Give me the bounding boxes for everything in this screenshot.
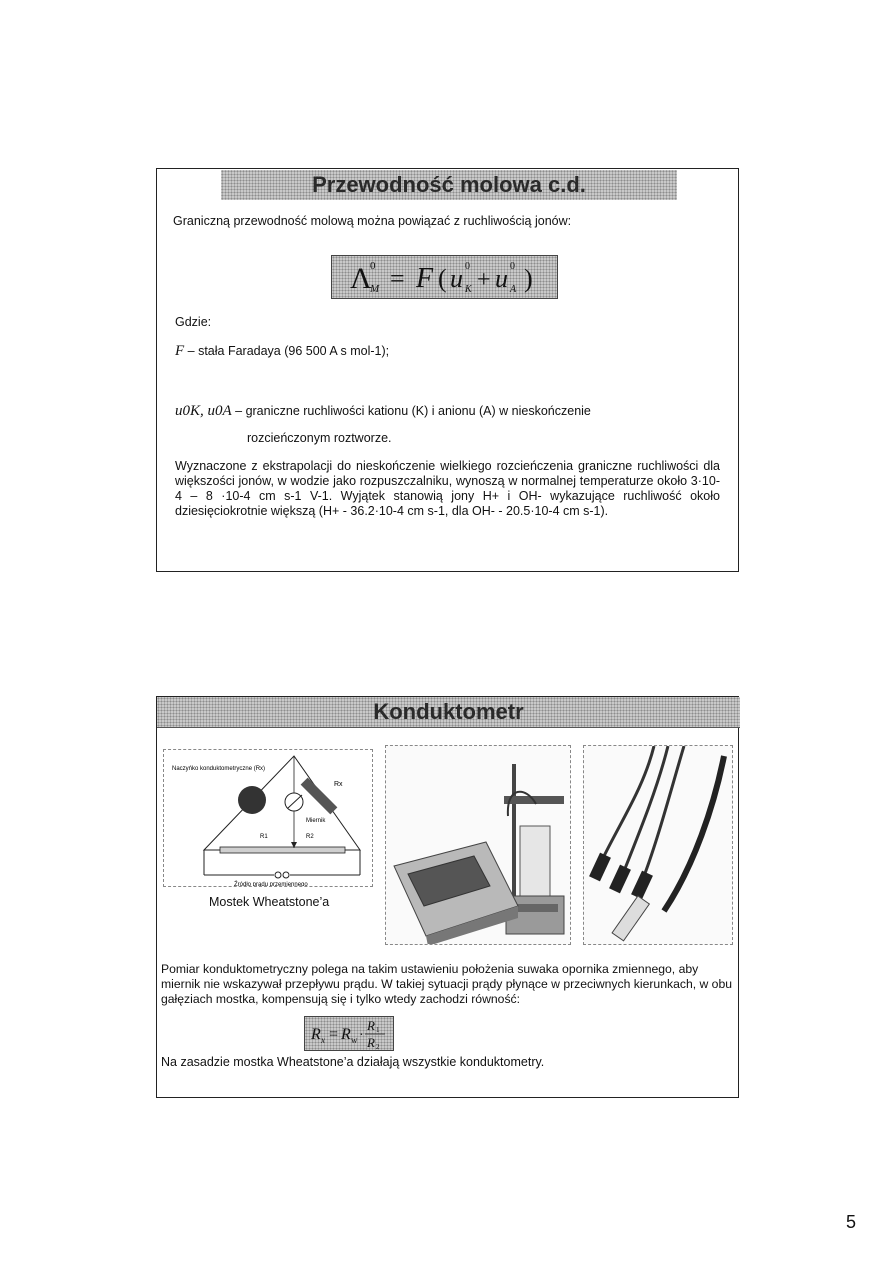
formula-lambda-equals-f-u [332,256,557,298]
slide-conductometer [156,696,739,1098]
rx-label: Rx [334,781,343,788]
gdzie-label: Gdzie: [175,315,212,329]
svg-text:Λ: Λ [350,262,372,295]
svg-text:u: u [450,264,463,293]
svg-text:R: R [311,1026,321,1043]
slide-molar-conductivity [156,168,739,572]
conductometer-illustration [386,746,571,945]
svg-text:x: x [321,1035,325,1045]
svg-text:A: A [510,284,517,295]
page-number: 5 [846,1212,857,1232]
mobility-definition [175,404,720,419]
molar-conductivity-formula [331,255,558,299]
naczynko-label: Naczyńko konduktometryczne (Rx) [172,766,266,772]
mobility-description-cont: rozcieńczonym roztworze. [247,431,392,445]
svg-text:K: K [465,284,472,295]
slide1-intro: Graniczną przewodność molową można powiązać z ruchliwością jonów: [173,214,572,228]
slide1-title: Przewodność molowa c.d. [221,170,677,200]
faraday-description: – stała Faradaya (96 500 A s mol-1); [184,344,390,358]
svg-text:2: 2 [376,1043,380,1050]
bridge-balance-formula [304,1016,394,1051]
formula-rx-equals-r-ratio [305,1017,393,1050]
slide1-paragraph: Wyznaczone z ekstrapolacji do nieskończenie wielkiego rozcieńczenia graniczne ruchliwości dla większości jonów, w wodzie jako rozpuszczalniku, wynoszą w normalnej temperaturze około 3·10-4 – 8 ·10-4 cm s-1 V-1. Wyjątek stanowią jony H+ i OH- wykazujące ruchliwość około dziesięciokrotnie większą (H+ - 36.2·10-4 cm s-1, dla OH- - 20.5·10-4 cm s-1). [175,459,720,518]
miernik-label: Miernik [306,818,326,824]
slide2-title: Konduktometr [157,697,740,728]
svg-text:): ) [524,264,533,293]
r2-label: R2 [306,834,314,840]
svg-text:=: = [390,264,405,293]
svg-text:0: 0 [370,260,376,272]
svg-text:R: R [367,1018,375,1033]
svg-text:1: 1 [376,1026,380,1034]
faraday-definition [175,344,715,359]
svg-text:R: R [367,1035,375,1050]
svg-text:=: = [329,1026,339,1043]
conductometer-photo [385,745,571,945]
electrodes-illustration [584,746,733,945]
bridge-caption: Mostek Wheatstone’a [209,895,330,909]
svg-text:(: ( [438,264,447,293]
svg-text:w: w [351,1035,358,1045]
svg-text:·: · [359,1028,364,1043]
svg-text:F: F [416,263,434,294]
svg-text:+: + [477,267,491,293]
bridge-schematic [164,750,373,887]
svg-text:u: u [495,264,508,293]
svg-text:R: R [341,1026,351,1043]
wheatstone-bridge-diagram [163,749,373,887]
mobility-symbols: u0K, u0A [175,403,232,419]
svg-text:0: 0 [465,261,470,272]
r1-label: R1 [260,834,268,840]
faraday-symbol: F [175,343,185,359]
svg-text:M: M [370,283,380,295]
svg-text:0: 0 [510,261,515,272]
slide2-paragraph: Pomiar konduktometryczny polega na takim ustawieniu położenia suwaka opornika zmiennego, aby miernik nie wskazywał przepływu prądu. W takiej sytuacji prądy płynące w przeciwnych kierunkach, w obu gałęziach mostka, kompensują się i tylko wtedy zachodzi równość: [161,962,733,1006]
zrodlo-label: Źródło prądu przemiennego [234,882,308,887]
mobility-description: – graniczne ruchliwości kationu (K) i anionu (A) w nieskończenie [231,404,591,418]
slide2-conclusion: Na zasadzie mostka Wheatstone’a działają wszystkie konduktometry. [161,1055,545,1069]
electrodes-photo [583,745,733,945]
